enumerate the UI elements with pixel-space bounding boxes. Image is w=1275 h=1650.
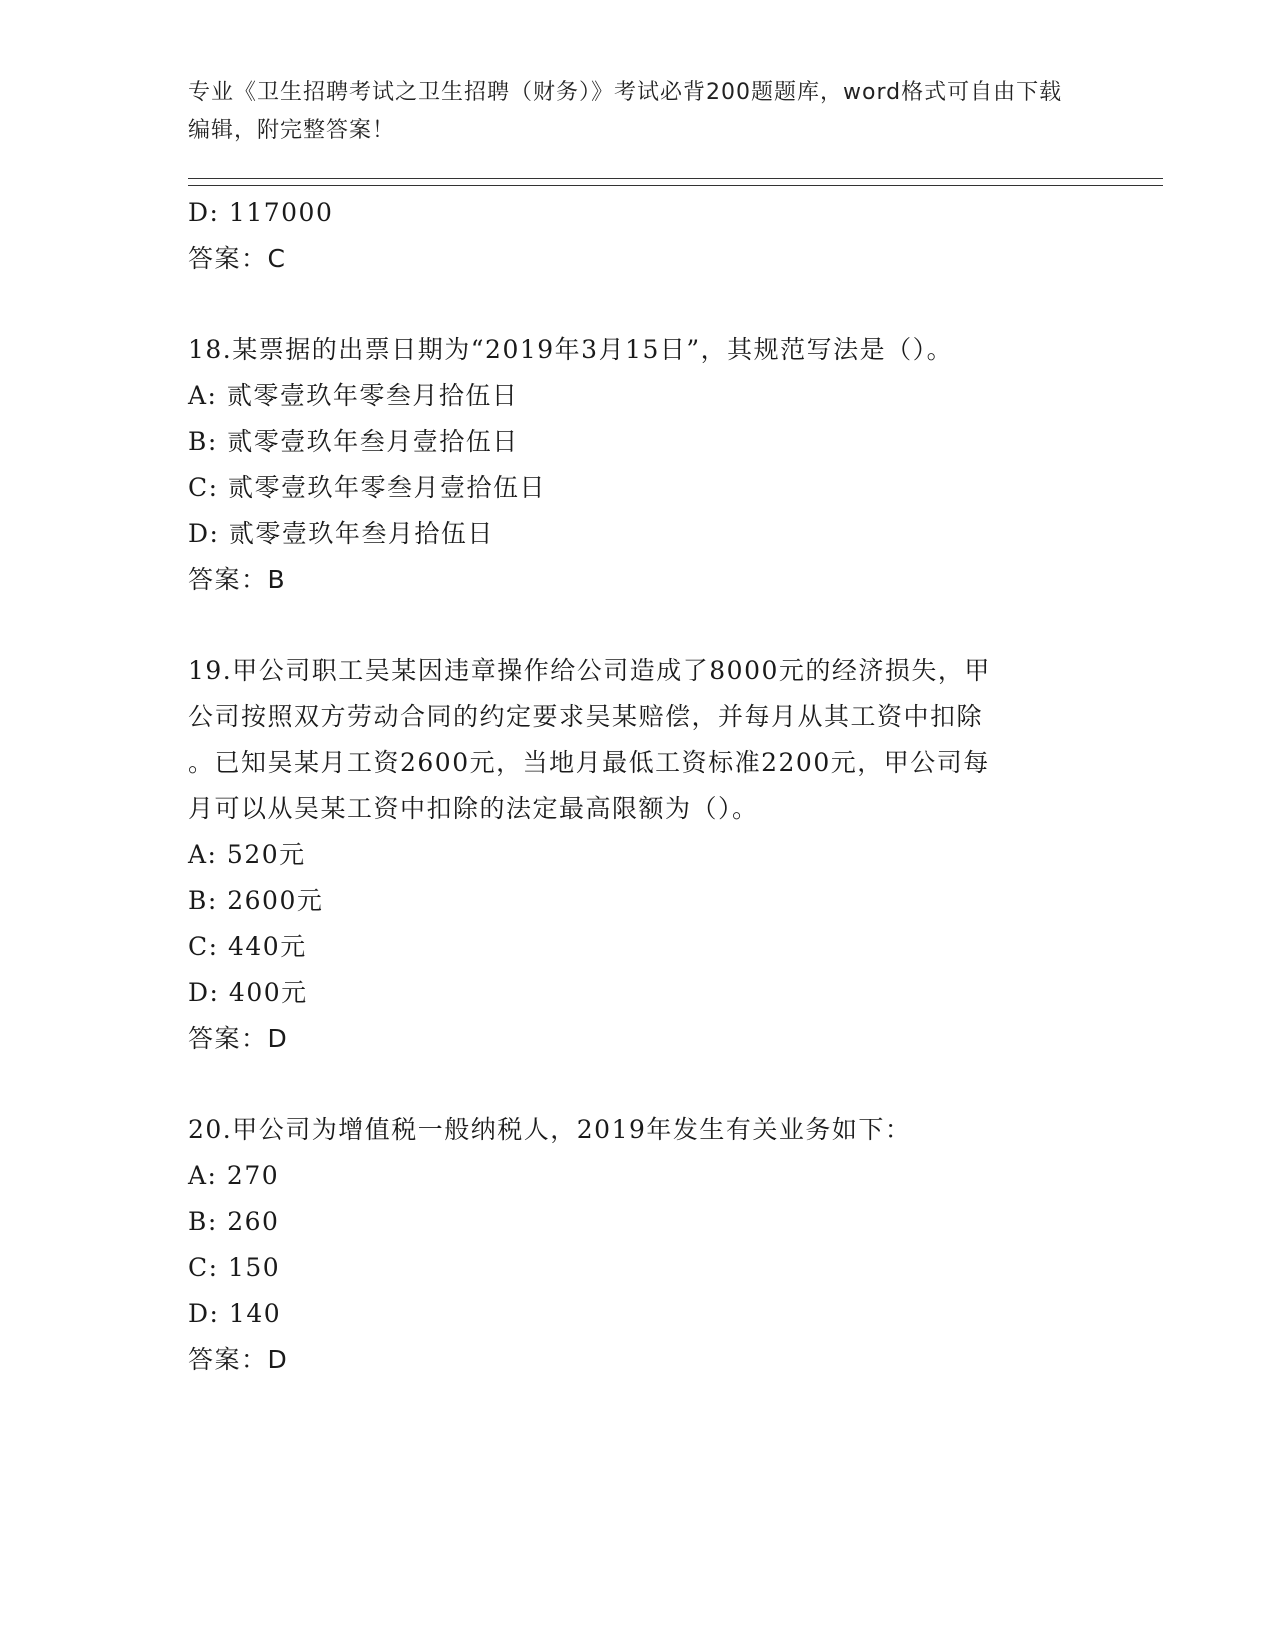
option-b: B: 260	[188, 1207, 280, 1236]
answer-line: 答案：C	[188, 244, 287, 273]
option-d: D: 贰零壹玖年叁月拾伍日	[188, 519, 494, 548]
question-stem-line: 。已知吴某月工资2600元，当地月最低工资标准2200元，甲公司每	[188, 748, 990, 777]
option-d: D: 400元	[188, 978, 308, 1007]
document-body	[188, 190, 1068, 1383]
option-a: A: 270	[188, 1161, 280, 1190]
option-d: D: 117000	[188, 198, 334, 227]
option-d: D: 140	[188, 1299, 282, 1328]
question-stem-line: 19.甲公司职工吴某因违章操作给公司造成了8000元的经济损失，甲	[188, 656, 991, 685]
answer-line: 答案：B	[188, 565, 287, 594]
question-stem: 18.某票据的出票日期为“2019年3月15日”，其规范写法是（）。	[188, 335, 954, 364]
option-a: A: 贰零壹玖年零叁月拾伍日	[188, 381, 519, 410]
question-19	[188, 648, 1068, 1062]
question-stem: 20.甲公司为增值税一般纳税人，2019年发生有关业务如下：	[188, 1115, 912, 1144]
question-20	[188, 1107, 1068, 1383]
question-stem-line: 公司按照双方劳动合同的约定要求吴某赔偿，并每月从其工资中扣除	[188, 702, 984, 731]
question-stem-line: 月可以从吴某工资中扣除的法定最高限额为（）。	[188, 794, 759, 823]
option-b: B: 2600元	[188, 886, 324, 915]
option-c: C: 150	[188, 1253, 281, 1282]
answer-line: 答案：D	[188, 1024, 289, 1053]
option-b: B: 贰零壹玖年叁月壹拾伍日	[188, 427, 519, 456]
option-c: C: 440元	[188, 932, 307, 961]
question-18	[188, 327, 1068, 603]
answer-line: 答案：D	[188, 1345, 289, 1374]
option-a: A: 520元	[188, 840, 306, 869]
header-double-rule	[188, 178, 1163, 186]
document-header: 专业《卫生招聘考试之卫生招聘（财务）》考试必背200题题库，word格式可自由下载编辑，附完整答案！	[188, 80, 1063, 143]
option-c: C: 贰零壹玖年零叁月壹拾伍日	[188, 473, 546, 502]
